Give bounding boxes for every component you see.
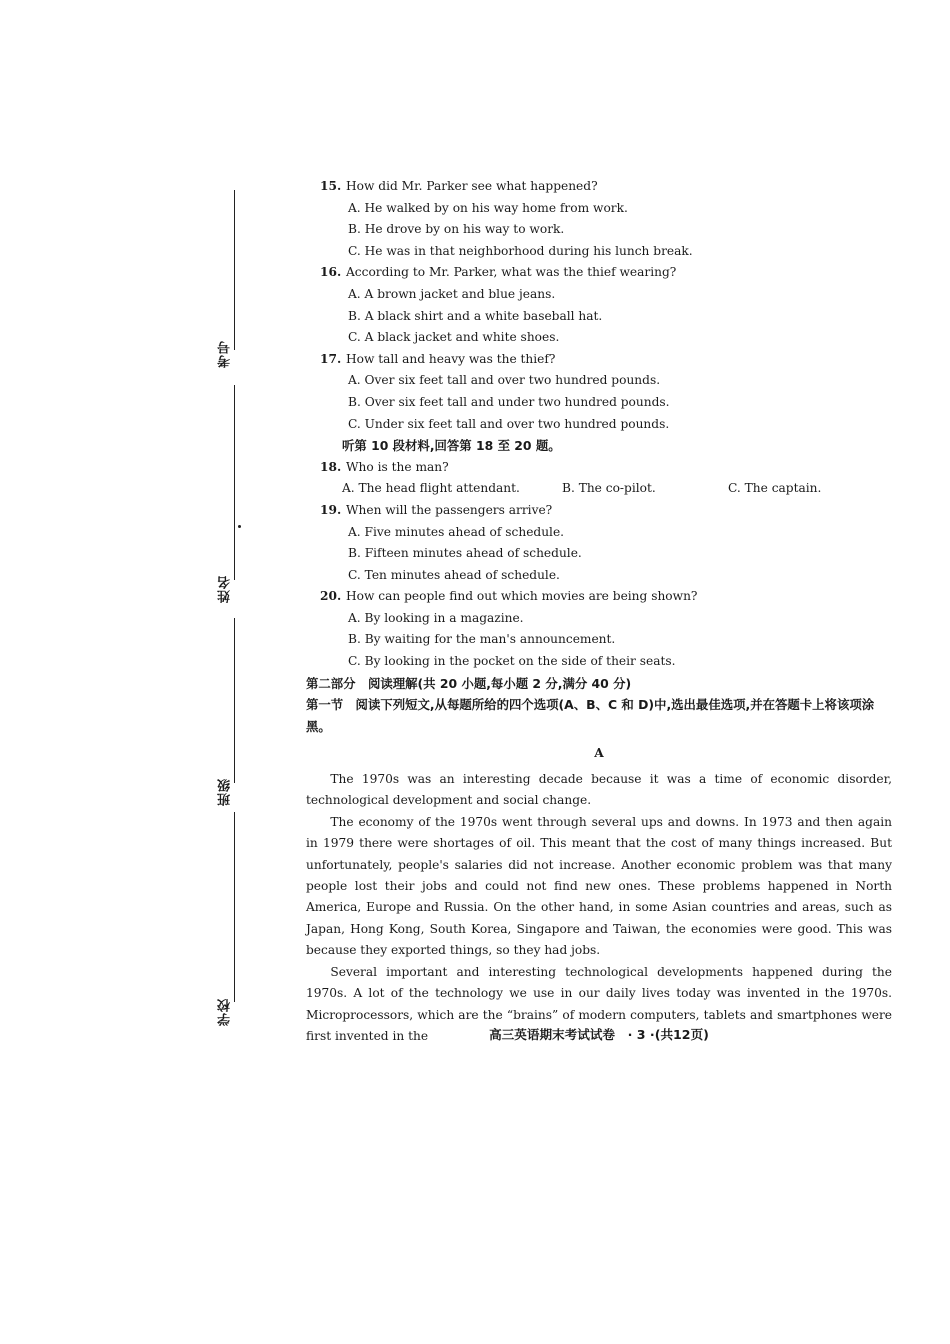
question-block: [306, 262, 892, 348]
option-a: A. He walked by on his way home from work.: [348, 200, 628, 215]
question-block: [306, 457, 892, 500]
label-class: 班级: [218, 778, 233, 806]
option-b: B. Over six feet tall and under two hundred pounds.: [348, 394, 670, 409]
question-20: 20. How can people find out which movies are being shown?: [320, 589, 698, 604]
option-a: A. Five minutes ahead of schedule.: [348, 524, 565, 539]
option-c: C. The captain.: [728, 481, 822, 496]
passage-paragraph: The economy of the 1970s went through several ups and downs. In 1973 and then again in 1979 there were shortages of oil. This meant that the cost of many things increased. But unfortunately, people's salaries did not increase. Another economic problem was that many people lost their jobs and could not find new ones. These problems happened in North America, Europe and Russia. On the other hand, in some Asian countries and areas, such as Japan, Hong Kong, South Korea, Singapore and Taiwan, the economies were good. This was because they exported things, so they had jobs.: [306, 814, 892, 958]
option-c: C. Under six feet tall and over two hundred pounds.: [348, 416, 670, 431]
option-c: C. A black jacket and white shoes.: [348, 330, 560, 345]
option-a: A. A brown jacket and blue jeans.: [348, 286, 556, 301]
option-a: A. The head flight attendant.: [342, 481, 520, 496]
question-16: 16. According to Mr. Parker, what was the thief wearing?: [320, 265, 677, 280]
passage-paragraph: Several important and interesting technological developments happened during the 1970s. A lot of the technology we use in our daily lives today was invented in the 1970s. Microprocessors, which are the “brains” of modern computers, tablets and smartphones were first invented in the: [306, 964, 892, 1043]
option-b: B. Fifteen minutes ahead of schedule.: [348, 546, 582, 561]
question-18: 18. Who is the man?: [320, 459, 449, 474]
option-a: A. By looking in a magazine.: [348, 610, 524, 625]
question-17: 17. How tall and heavy was the thief?: [320, 351, 556, 366]
option-a: A. Over six feet tall and over two hundred pounds.: [348, 373, 661, 388]
exam-content: [306, 176, 892, 1047]
question-block: [306, 176, 892, 262]
margin-line: [234, 618, 235, 783]
margin-dot: [238, 525, 241, 528]
page-footer: 高三英语期末考试试卷 · 3 ·(共12页): [489, 1027, 709, 1042]
question-block: [306, 586, 892, 672]
margin-line: [234, 812, 235, 1002]
label-name: 姓名: [218, 575, 233, 603]
question-block: [306, 500, 892, 586]
margin-line: [234, 385, 235, 580]
passage-paragraph: The 1970s was an interesting decade because it was a time of economic disorder, technological development and social change.: [306, 772, 892, 808]
label-school: 学校: [218, 998, 233, 1026]
option-c: C. He was in that neighborhood during his lunch break.: [348, 243, 693, 258]
question-19: 19. When will the passengers arrive?: [320, 502, 553, 517]
option-c: C. By looking in the pocket on the side of their seats.: [348, 654, 676, 669]
option-c: C. Ten minutes ahead of schedule.: [348, 567, 560, 582]
option-b: B. The co-pilot.: [562, 481, 656, 496]
listening-instruction: 听第 10 段材料,回答第 18 至 20 题。: [342, 438, 561, 454]
options-row: [306, 478, 892, 500]
passage-title: A: [594, 746, 604, 761]
option-b: B. By waiting for the man's announcement.: [348, 632, 616, 647]
label-exam-number: 考号: [218, 340, 233, 368]
margin-line: [234, 190, 235, 350]
option-b: B. He drove by on his way to work.: [348, 222, 565, 237]
question-15: 15. How did Mr. Parker see what happened?: [320, 179, 598, 193]
question-block: [306, 349, 892, 435]
binding-margin: [212, 190, 242, 1040]
part-two-heading: 第二部分 阅读理解(共 20 小题,每小题 2 分,满分 40 分): [306, 675, 632, 691]
option-b: B. A black shirt and a white baseball hat.: [348, 308, 603, 323]
section-one-heading: 第一节 阅读下列短文,从每题所给的四个选项(A、B、C 和 D)中,选出最佳选项,并在答题卡上将该项涂黑。: [306, 697, 875, 734]
